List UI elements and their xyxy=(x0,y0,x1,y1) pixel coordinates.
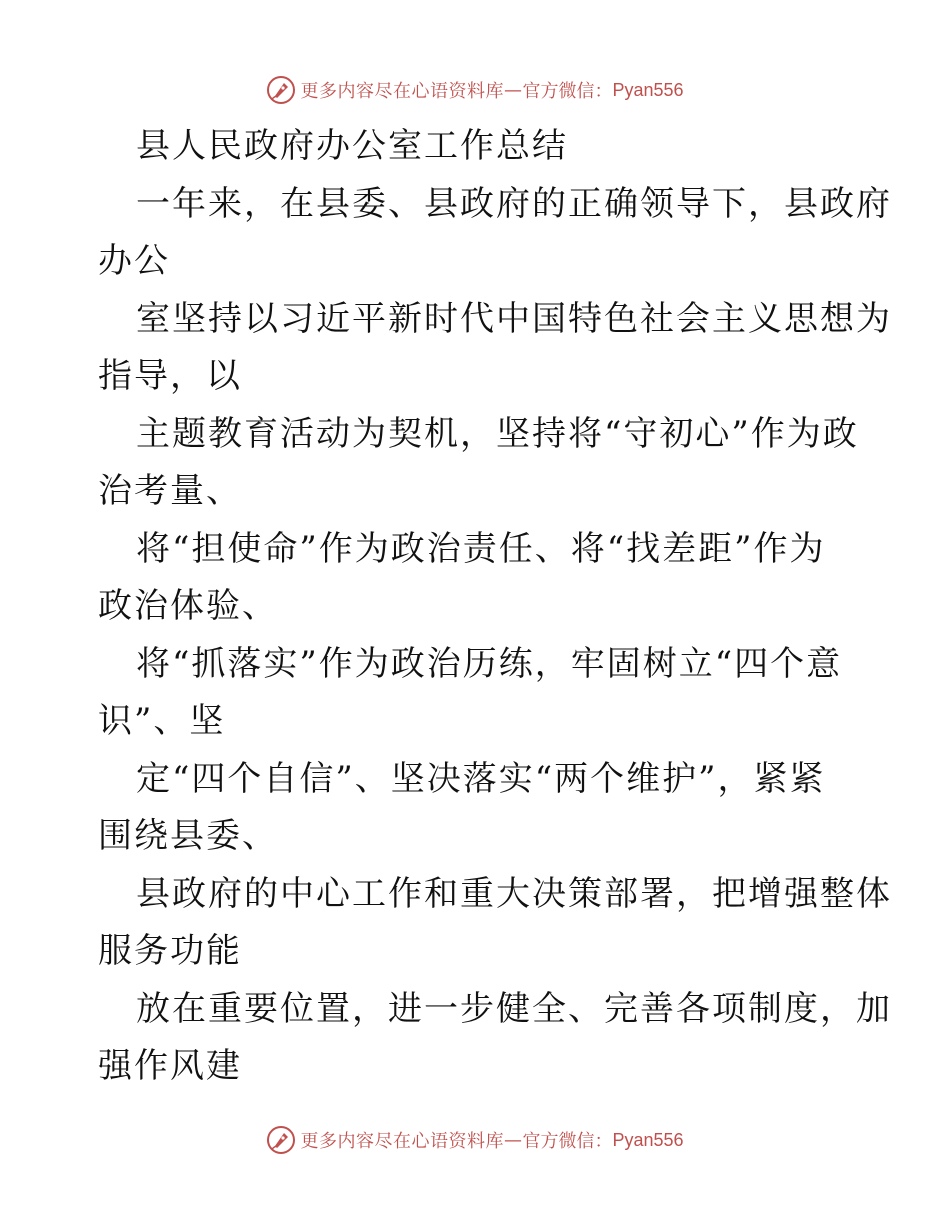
pen-nib-logo-icon xyxy=(266,75,296,105)
document-line: 治考量、 xyxy=(98,471,242,511)
document-line: 办公 xyxy=(98,241,170,281)
footer-banner xyxy=(0,1120,950,1160)
header-banner xyxy=(0,70,950,110)
document-line: 政治体验、 xyxy=(98,586,278,626)
document-line: 主题教育活动为契机，坚持将“守初心”作为政 xyxy=(136,413,859,454)
document-line: 放在重要位置，进一步健全、完善各项制度，加 xyxy=(136,988,892,1029)
banner-dash: — xyxy=(503,79,523,101)
banner-wechat-id: Pyan556 xyxy=(612,79,684,100)
document-line: 将“抓落实”作为政治历练，牢固树立“四个意 xyxy=(136,643,843,684)
document-body xyxy=(98,118,892,1096)
banner-wechat-id: Pyan556 xyxy=(612,1129,684,1150)
document-line: 县政府的中心工作和重大决策部署，把增强整体 xyxy=(136,873,892,914)
banner-dash: — xyxy=(503,1129,523,1151)
document-line: 强作风建 xyxy=(98,1046,242,1086)
document-line: 定“四个自信”、坚决落实“两个维护”，紧紧 xyxy=(136,758,826,799)
banner-wechat-label: 官方微信： xyxy=(522,1131,613,1152)
document-line: 一年来，在县委、县政府的正确领导下，县政府 xyxy=(136,183,892,224)
document-line: 识”、坚 xyxy=(98,701,226,741)
document-line: 室坚持以习近平新时代中国特色社会主义思想为 xyxy=(136,298,892,339)
document-line: 围绕县委、 xyxy=(98,816,278,856)
banner-site-text: 更多内容尽在心语资料库 xyxy=(300,81,504,102)
document-title: 县人民政府办公室工作总结 xyxy=(136,126,568,166)
document-line: 服务功能 xyxy=(98,931,242,971)
banner-site-text: 更多内容尽在心语资料库 xyxy=(300,1131,504,1152)
document-line: 将“担使命”作为政治责任、将“找差距”作为 xyxy=(136,528,826,569)
pen-nib-logo-icon xyxy=(266,1125,296,1155)
document-line: 指导，以 xyxy=(98,356,242,396)
banner-wechat-label: 官方微信： xyxy=(522,81,613,102)
